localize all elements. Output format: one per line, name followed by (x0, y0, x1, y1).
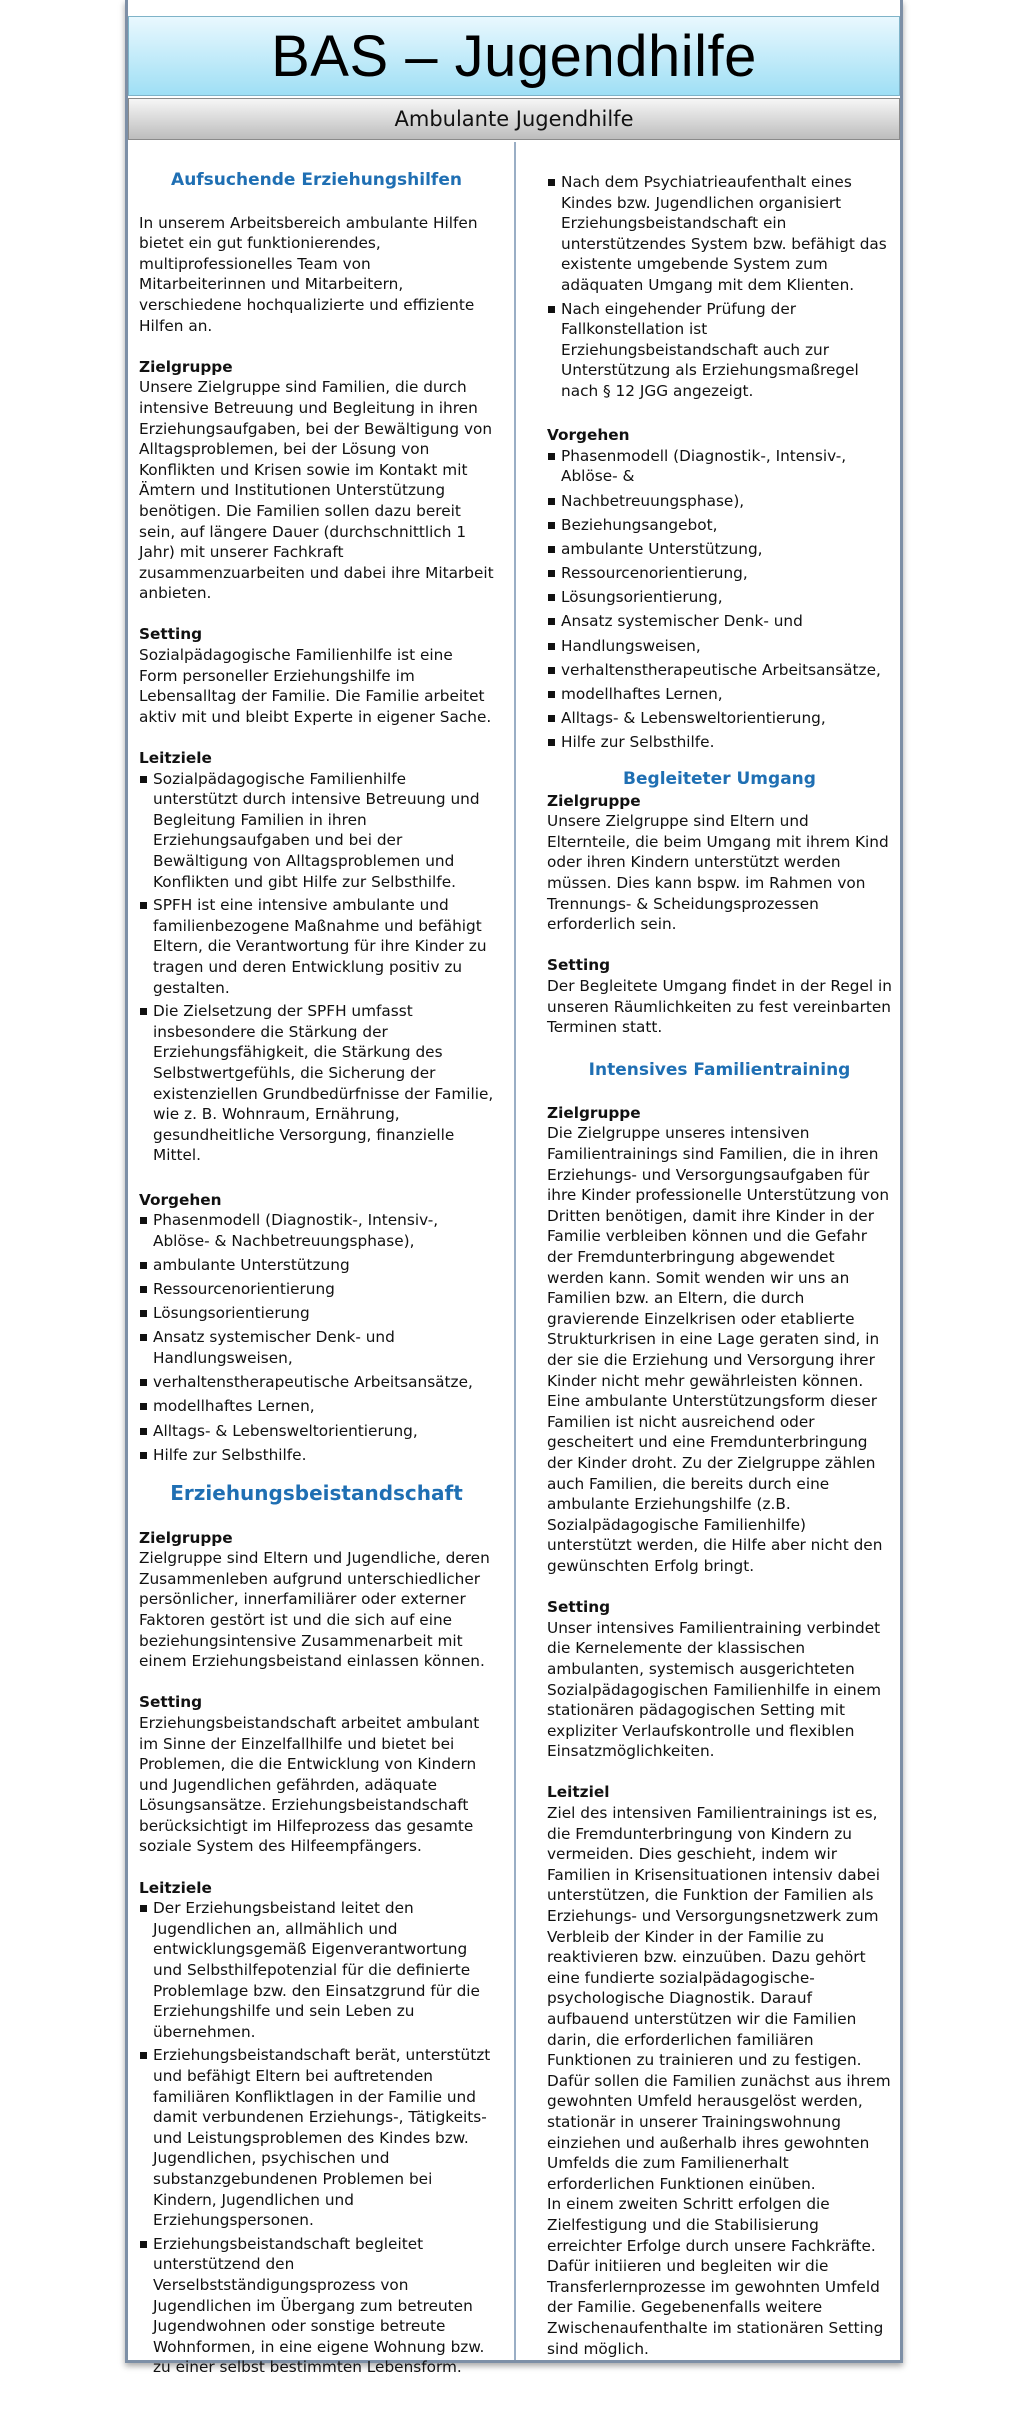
list-item: SPFH ist eine intensive ambulante und familienbezogene Maßnahme und befähigt Eltern, die Verantwortung für ihre Kinder zu tragen und deren Entwicklung positiv zu gestalten. (139, 895, 494, 998)
list-item: Phasenmodell (Diagnostik-, Intensiv-, Ablöse- & (547, 446, 892, 487)
list-item: ambulante Unterstützung, (547, 539, 892, 560)
list-item: Ansatz systemischer Denk- und Handlungsweisen, (139, 1327, 494, 1368)
text-zielgruppe: Unsere Zielgruppe sind Familien, die durch intensive Betreuung und Begleitung in ihren Erziehungsaufgaben, bei der Bewältigung von Alltagsproblemen, bei der Lösung von Konflikten und Krisen sowie im Kontakt mit Ämtern und Institutionen Unterstützung benötigen. Die Familien sollen dazu bereit sein, auf längere Dauer (durchschnittlich 1 Jahr) mit unserer Fachkraft zusammenzuarbeiten und dabei ihre Mitarbeit anbieten. (139, 378, 494, 603)
list-item: Ressourcenorientierung, (547, 563, 892, 584)
label-zielgruppe: Zielgruppe (547, 1103, 641, 1122)
list-item: Hilfe zur Selbsthilfe. (547, 732, 892, 753)
page-title: BAS – Jugendhilfe (271, 24, 757, 89)
list-leitziele (139, 1898, 494, 2378)
label-leitziel: Leitziel (547, 1783, 610, 1802)
list-item: Nachbetreuungsphase), (547, 491, 892, 512)
list-item: verhaltenstherapeutische Arbeitsansätze, (547, 660, 892, 681)
label-leitziele: Leitziele (139, 1878, 212, 1897)
label-leitziele: Leitziele (139, 749, 212, 768)
text-zielgruppe: Die Zielgruppe unseres intensiven Familientrainings sind Familien, die in ihren Erziehungs- und Versorgungsaufgaben für ihre Kinder professionelle Unterstützung von Dritten benötigen, damit ihre Kinder in der Familie verbleiben können und die Gefahr der Fremdunterbringung abgewendet werden kann. Somit wenden wir uns an Familien bzw. an Eltern, die durch gravierende Einzelkrisen oder etablierte Strukturkrisen in eine Lage geraten sind, in der sie die Erziehung und Versorgung ihrer Kinder nicht mehr gewährleisten können. Eine ambulante Unterstützungsform dieser Familien ist nicht ausreichend oder gescheitert und eine Fremdunterbringung der Kinder droht. Zu der Zielgruppe zählen auch Familien, die bereits durch eine ambulante Erziehungshilfe (z.B. Sozialpädagogische Familienhilfe) unterstützt werden, die Hilfe aber nicht den gewünschten Erfolg bringt. (547, 1124, 890, 1575)
intro-text: In unserem Arbeitsbereich ambulante Hilfen bietet ein gut funktionierendes, multiprofessionelles Team von Mitarbeiterinnen und Mitarbeitern, verschiedene hochqualizierte und effiziente Hilfen an. (139, 213, 478, 335)
list-leitziele (139, 769, 494, 1166)
text-zielgruppe: Unsere Zielgruppe sind Eltern und Elternteile, die beim Umgang mit ihrem Kind oder ihren Kindern unterstützt werden müssen. Dies kann bspw. im Rahmen von Trennungs- & Scheidungsprozessen erforderlich sein. (547, 812, 889, 934)
subtitle-bar (128, 98, 900, 140)
text-setting: Erziehungsbeistandschaft arbeitet ambulant im Sinne der Einzelfallhilfe und bietet bei Problemen, die die Entwicklung von Kindern und Jugendlichen gefährden, adäquate Lösungsansätze. Erziehungsbeistandschaft berücksichtigt im Hilfeprozess das gesamte soziale System des Hilfeempfängers. (139, 1713, 480, 1856)
label-setting: Setting (139, 625, 203, 644)
list-item: Die Zielsetzung der SPFH umfasst insbesondere die Stärkung der Erziehungsfähigkeit, die Stärkung des Selbstwertgefühls, die Sicherung der existenziellen Grundbedürfnisse der Familie, wie z. B. Wohnraum, Ernährung, gesundheitliche Versorgung, finanzielle Mittel. (139, 1001, 494, 1166)
list-item: Lösungsorientierung (139, 1303, 494, 1324)
list-item: Der Erziehungsbeistand leitet den Jugendlichen an, allmählich und entwicklungsgemäß Eigenverantwortung und Selbsthilfepotenzial für die definierte Problemlage bzw. den Einsatzgrund für die Erziehungshilfe und sein Leben zu übernehmen. (139, 1898, 494, 2042)
section-heading-umgang: Begleiteter Umgang (623, 768, 816, 789)
label-zielgruppe: Zielgruppe (139, 1528, 233, 1547)
text-leitziel-2: Dafür sollen die Familien zunächst aus ihrem gewohnten Umfeld herausgelöst werden, stationär in unserer Trainingswohnung einziehen und außerhalb ihres gewohnten Umfelds die zum Familienerhalt erforderlichen Funktionen einüben. (547, 2071, 891, 2193)
list-item: Alltags- & Lebensweltorientierung, (547, 708, 892, 729)
list-item: modellhaftes Lernen, (139, 1396, 494, 1417)
list-item: Beziehungsangebot, (547, 515, 892, 536)
text-setting: Unser intensives Familientraining verbindet die Kernelemente der klassischen ambulanten, systemisch ausgerichteten Sozialpädagogischen Familienhilfe in einem stationären pädagogischen Setting mit expliziter Verlaufskontrolle und flexiblen Einsatzmöglichkeiten. (547, 1618, 882, 1761)
list-item: ambulante Unterstützung (139, 1255, 494, 1276)
text-setting: Sozialpädagogische Familienhilfe ist eine Form personeller Erziehungshilfe im Lebensalltag der Familie. Die Familie arbeitet aktiv mit und bleibt Experte in eigener Sache. (139, 646, 492, 726)
list-vorgehen (139, 1210, 494, 1465)
column-divider (514, 142, 516, 2360)
label-zielgruppe: Zielgruppe (139, 357, 233, 376)
left-column (139, 168, 494, 2381)
list-item: Erziehungsbeistandschaft berät, unterstützt und befähigt Eltern bei auftretenden familiären Konfliktlagen in der Familie und damit verbundenen Erziehungs-, Tätigkeits- und Leistungsproblemen des Kindes bzw. Jugendlichen, psychischen und substanzgebundenen Problemen bei Kindern, Jugendlichen und Erziehungspersonen. (139, 2045, 494, 2230)
page-sheet (125, 0, 903, 2377)
list-item: Nach dem Psychiatrieaufenthalt eines Kindes bzw. Jugendlichen organisiert Erziehungsbeistandschaft ein unterstützendes System bzw. befähigt das existente umgebende System zum adäquaten Umgang mit dem Klienten. (547, 172, 892, 296)
label-zielgruppe: Zielgruppe (547, 791, 641, 810)
section-heading-aufsuchende: Aufsuchende Erziehungshilfen (171, 170, 462, 190)
list-item: Nach eingehender Prüfung der Fallkonstellation ist Erziehungsbeistandschaft auch zur Unterstützung als Erziehungsmaßregel nach § 12 JGG angezeigt. (547, 299, 892, 402)
right-column (547, 172, 892, 2359)
section-heading-training: Intensives Familientraining (588, 1060, 851, 1081)
list-item: Ansatz systemischer Denk- und (547, 611, 892, 632)
page-subtitle: Ambulante Jugendhilfe (394, 107, 634, 131)
text-setting: Der Begleitete Umgang findet in der Regel in unseren Räumlichkeiten zu fest vereinbarten Terminen statt. (547, 976, 892, 1037)
list-item: verhaltenstherapeutische Arbeitsansätze, (139, 1372, 494, 1393)
text-leitziel-1: Ziel des intensiven Familientrainings ist es, die Fremdunterbringung von Kindern zu vermeiden. Dies geschieht, indem wir Familien in Krisensituationen intensiv dabei unterstützen, die Funktion der Familien als Erziehungs- und Versorgungsnetzwerk zum Verbleib der Kinder in der Familie zu reaktivieren bzw. einzuüben. Dazu gehört eine fundierte sozialpädagogische-psychologische Diagnostik. Darauf aufbauend unterstützen wir die Familien darin, die erforderlichen familiären Funktionen zu trainieren und zu festigen. (547, 1804, 881, 2070)
text-zielgruppe: Zielgruppe sind Eltern und Jugendliche, deren Zusammenleben aufgrund unterschiedlicher persönlicher, innerfamiliärer oder externer Faktoren gestört ist und die sich auf eine beziehungsintensive Zusammenarbeit mit einem Erziehungsbeistand einlassen können. (139, 1549, 490, 1671)
list-item: Lösungsorientierung, (547, 587, 892, 608)
list-item: Ressourcenorientierung (139, 1279, 494, 1300)
list-beistand-continued (547, 172, 892, 402)
list-item: Phasenmodell (Diagnostik-, Intensiv-, Ablöse- & Nachbetreuungsphase), (139, 1210, 494, 1251)
label-setting: Setting (547, 1598, 611, 1617)
label-vorgehen: Vorgehen (139, 1190, 222, 1209)
list-vorgehen (547, 446, 892, 753)
list-item: modellhaftes Lernen, (547, 684, 892, 705)
label-setting: Setting (547, 956, 611, 975)
list-item: Handlungsweisen, (547, 636, 892, 657)
list-item: Erziehungsbeistandschaft begleitet unterstützend den Verselbstständigungsprozess von Jugendlichen im Übergang zum betreuten Jugendwohnen oder sonstige betreute Wohnformen, in eine eigene Wohnung bzw. zu einer selbst bestimmten Lebensform. (139, 2234, 494, 2378)
section-heading-beistand: Erziehungsbeistandschaft (170, 1480, 463, 1505)
label-setting: Setting (139, 1693, 203, 1712)
text-leitziel-3: In einem zweiten Schritt erfolgen die Zielfestigung und die Stabilisierung erreichter Erfolge durch unsere Fachkräfte. Dafür initiieren und begleiten wir die Transferlernprozesse im gewohnten Umfeld der Familie. Gegebenenfalls weitere Zwischenaufenthalte im stationären Setting sind möglich. (547, 2195, 884, 2358)
title-banner (128, 16, 900, 96)
list-item: Sozialpädagogische Familienhilfe unterstützt durch intensive Betreuung und Begleitung Familien in ihren Erziehungsaufgaben und bei der Bewältigung von Alltagsproblemen und Konflikten und gibt Hilfe zur Selbsthilfe. (139, 769, 494, 893)
label-vorgehen: Vorgehen (547, 426, 630, 445)
list-item: Alltags- & Lebensweltorientierung, (139, 1421, 494, 1442)
list-item: Hilfe zur Selbsthilfe. (139, 1445, 494, 1466)
